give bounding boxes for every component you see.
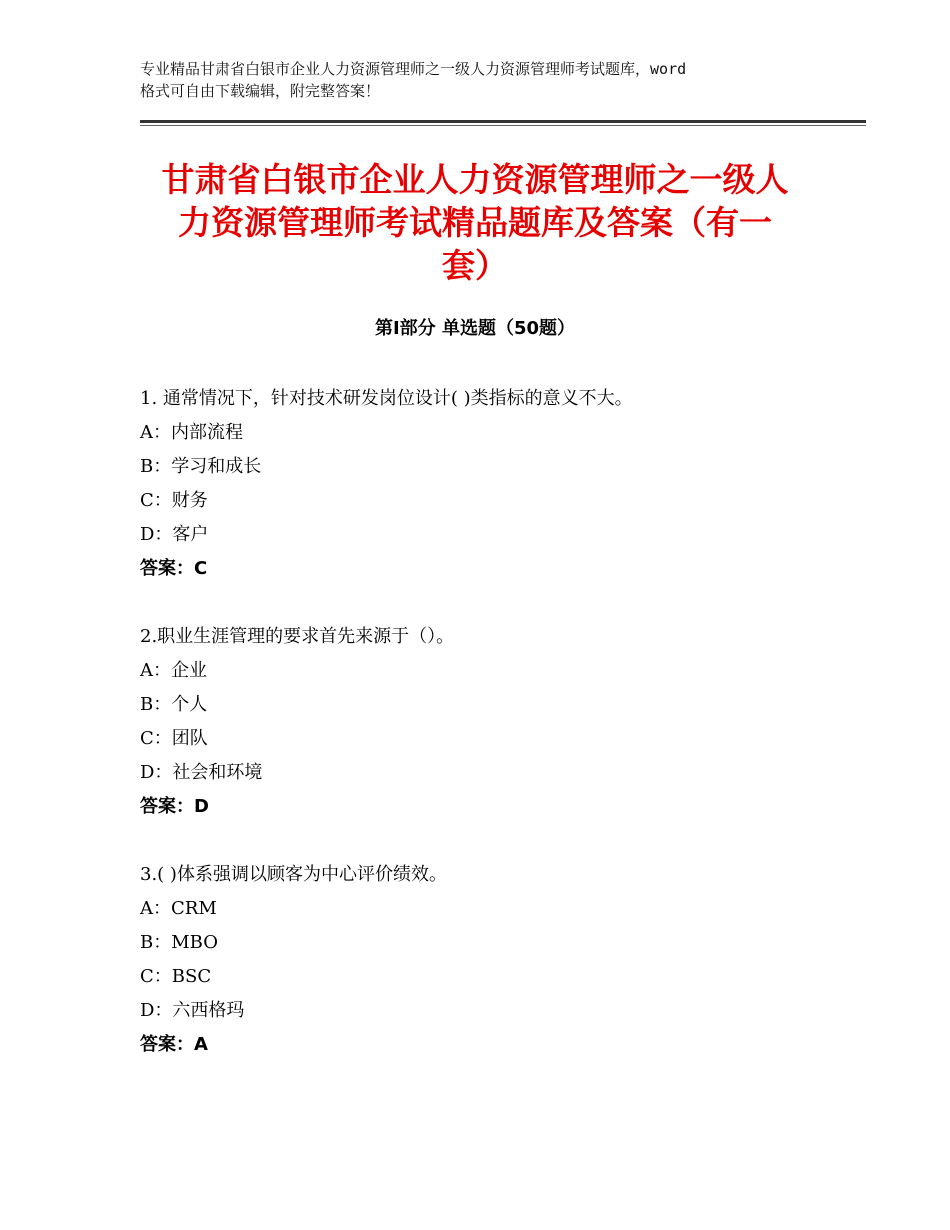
question-list [140, 382, 860, 1096]
answer: 答案：C [140, 558, 208, 579]
document-title [120, 158, 830, 287]
document-title-line-2: 力资源管理师考试精品题库及答案（有一 [178, 203, 772, 242]
question-1 [140, 382, 860, 586]
option-c: C：团队 [140, 728, 208, 749]
header-note [140, 58, 840, 102]
option-d: D：六西格玛 [140, 1000, 245, 1021]
answer: 答案：A [140, 1034, 208, 1055]
question-stem: 3.( )体系强调以顾客为中心评价绩效。 [140, 864, 447, 885]
header-divider-thick [140, 120, 866, 123]
option-a: A：企业 [140, 660, 207, 681]
option-c: C：BSC [140, 966, 212, 987]
option-b: B：MBO [140, 932, 218, 953]
question-2 [140, 620, 860, 824]
option-d: D：社会和环境 [140, 762, 263, 783]
option-b: B：学习和成长 [140, 456, 262, 477]
question-3 [140, 858, 860, 1062]
option-d: D：客户 [140, 524, 209, 545]
document-title-line-3: 套） [442, 246, 508, 285]
option-a: A：CRM [140, 898, 217, 919]
section-title: 第Ⅰ部分 单选题（50题） [374, 318, 575, 339]
option-a: A：内部流程 [140, 422, 243, 443]
question-stem: 1. 通常情况下，针对技术研发岗位设计( )类指标的意义不大。 [140, 388, 633, 409]
document-title-line-1: 甘肃省白银市企业人力资源管理师之一级人 [161, 160, 789, 199]
header-note-line-2: 格式可自由下载编辑，附完整答案！ [140, 82, 381, 100]
option-b: B：个人 [140, 694, 208, 715]
header-divider-thin [140, 125, 866, 126]
option-c: C：财务 [140, 490, 208, 511]
answer: 答案：D [140, 796, 209, 817]
question-stem: 2.职业生涯管理的要求首先来源于（）。 [140, 626, 455, 647]
header-note-line-1: 专业精品甘肃省白银市企业人力资源管理师之一级人力资源管理师考试题库，word [140, 60, 687, 78]
